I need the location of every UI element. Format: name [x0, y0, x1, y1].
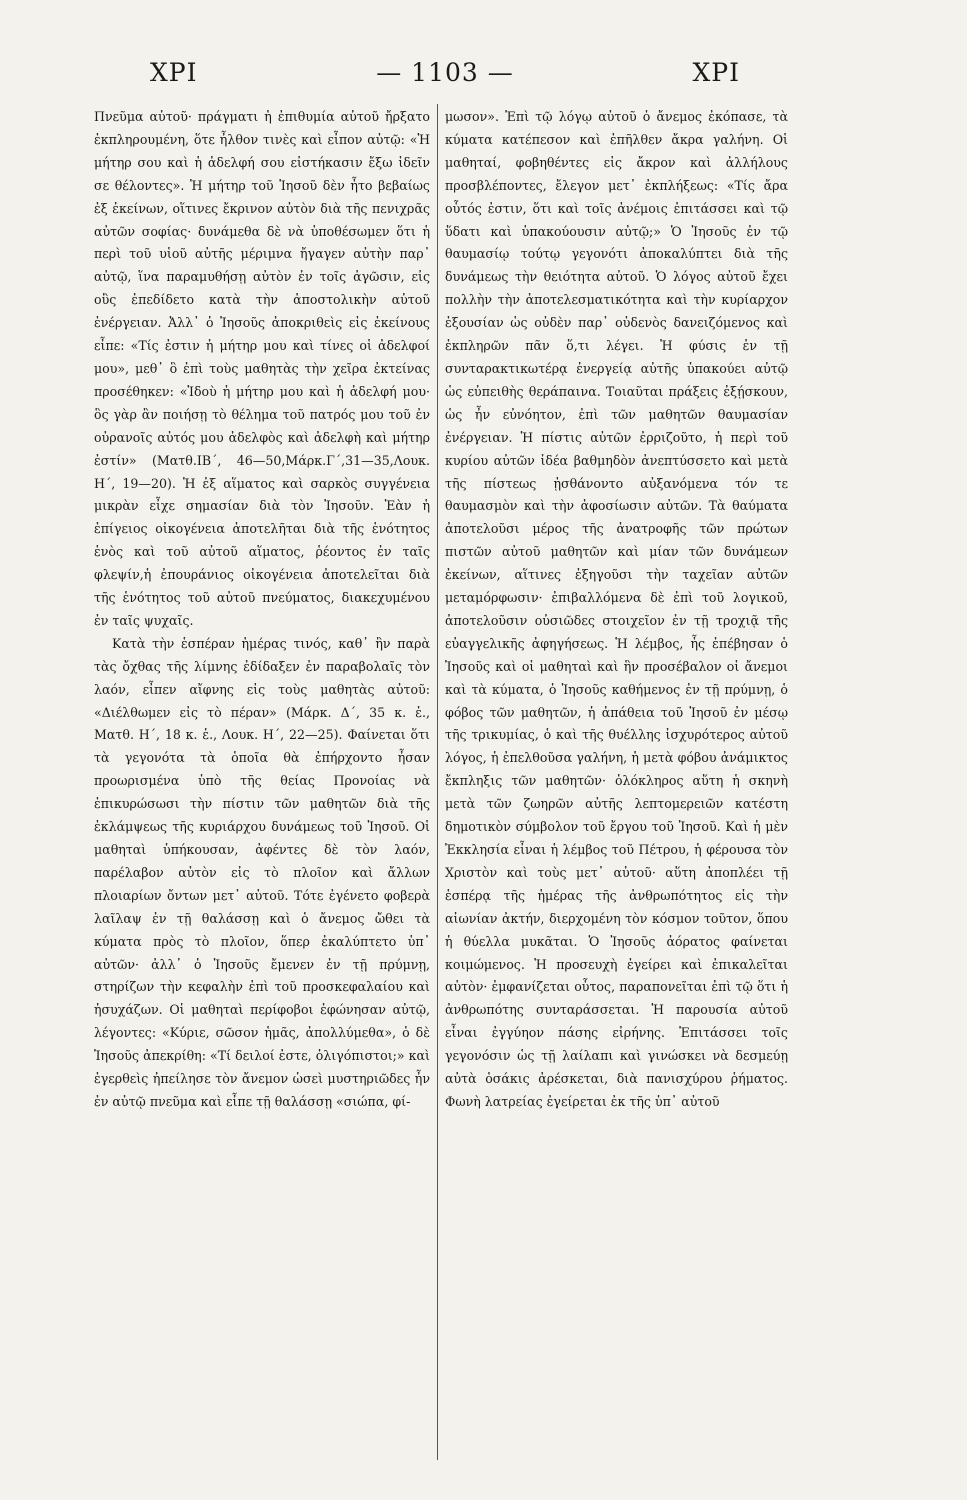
right-paragraph-1: μωσον». Ἐπὶ τῷ λόγῳ αὐτοῦ ὁ ἄνεμος ἐκόπασε, τὰ κύματα κατέπεσον καὶ ἐπῆλθεν ἄκρα γαλήνη. Οἱ μαθηταί, φοβηθέντες εἰς ἄκρον καὶ ἀλλήλους προσβλέποντες, ἔλεγον μετ᾽ ἐκπλήξεως: «Τίς ἄρα οὗτός ἐστιν, ὅτι καὶ τοῖς ἀνέμοις ἐπιτάσσει καὶ τῷ ὕδατι καὶ ὑπακούουσιν αὐτῷ;» Ὁ Ἰησοῦς ἐν τῷ θαυμασίῳ τούτῳ γεγονότι ἀποκαλύπτει διὰ τῆς δυνάμεως τὴν θειότητα αὐτοῦ. Ὁ λόγος αὐτοῦ ἔχει πολλὴν τὴν ἀποτελεσματικότητα καὶ τὴν κυρίαρχον ἐξουσίαν ὡς οὐδὲν παρ᾽ οὐδενὸς δανειζόμενος καὶ ἐκπληρῶν πᾶν ὅ,τι λέγει. Ἡ φύσις ἐν τῇ συνταρακτικωτέρᾳ ἐνεργείᾳ αὐτῆς ὑπακούει αὐτῷ ὡς εὐπειθὴς θεράπαινα. Τοιαῦται πράξεις ἐξῄσκουν, ὡς ἦν εὐνόητον, ἐπὶ τῶν μαθητῶν θαυμασίαν ἐνέργειαν. Ἡ πίστις αὐτῶν ἐρριζοῦτο, ἡ περὶ τοῦ κυρίου αὐτῶν ἰδέα βαθμηδὸν ἀνεπτύσσετο καὶ μετὰ τῆς πίστεως ᾐσθάνοντο αὐξανόμενα τόν τε θαυμασμὸν καὶ τὴν ἀφοσίωσιν αὐτῶν. Τὰ θαύματα ἀποτελοῦσι μέρος τῆς ἀνατροφῆς τῶν πρώτων πιστῶν αὐτοῦ μαθητῶν καὶ μίαν τῶν δυνάμεων ἐκείνων, αἵτινες ἐξηγοῦσι τὴν ταχεῖαν αὐτῶν μεταμόρφωσιν· ἐπιβαλλόμενα δὲ ἐπὶ τοῦ λογικοῦ, ἀποτελοῦσιν οὐσιῶδες στοιχεῖον ἐν τῇ τροχιᾷ τῆς εὐαγγελικῆς ἀφηγήσεως. Ἡ λέμβος, ἧς ἐπέβησαν ὁ Ἰησοῦς καὶ οἱ μαθηταὶ καὶ ἣν προσέβαλον οἱ ἄνεμοι καὶ τὰ κύματα, ὁ Ἰησοῦς καθήμενος ἐν τῇ πρύμνῃ, ὁ φόβος τῶν μαθητῶν, ἡ ἀπάθεια τοῦ Ἰησοῦ ἐν μέσῳ τῆς τρικυμίας, ὁ καὶ τῆς θυέλλης ἰσχυρότερος αὐτοῦ λόγος, ἡ ἐπελθοῦσα γαλήνη, ἡ μετὰ φόβου ἀνάμικτος ἔκπληξις τῶν μαθητῶν· ὁλόκληρος αὕτη ἡ σκηνὴ μετὰ τῶν ζωηρῶν αὐτῆς λεπτομερειῶν κατέστη δημοτικὸν σύμβολον τοῦ ἔργου τοῦ Ἰησοῦ. Καὶ ἡ μὲν Ἐκκλησία εἶναι ἡ λέμβος τοῦ Πέτρου, ἡ φέρουσα τὸν Χριστὸν καὶ τοὺς μετ᾽ αὐτοῦ· αὕτη ἀποπλέει τῇ ἑσπέρᾳ τῆς ἡμέρας τῆς ἀνθρωπότητος εἰς τὴν αἰωνίαν ἀκτήν, διερχομένη τὸν κόσμον τοῦτον, ὅπου ἡ θύελλα μυκᾶται. Ὁ Ἰησοῦς ἀόρατος φαίνεται κοιμώμενος. Ἡ προσευχὴ ἐγείρει καὶ ἐπικαλεῖται αὐτὸν· ἐμφανίζεται οὗτος, παραπονεῖται ἐπὶ τῷ ὅτι ἡ ἀνθρωπότης συνταράσσεται. Ἡ παρουσία αὐτοῦ εἶναι ἐγγύηον πάσης εἰρήνης. Ἐπιτάσσει τοῖς γεγονόσιν ὡς τῇ λαίλαπι καὶ γινώσκει νὰ δεσμεύῃ αὐτὰ ὁσάκις ἀρέσκεται, διὰ πανισχύρου ῥήματος. Φωνὴ λατρείας ἐγείρεται ἐκ τῆς ὑπ᾽ αὐτοῦ — [445, 109, 788, 1109]
left-column — [94, 106, 430, 1114]
running-header — [150, 52, 740, 92]
header-right-keyword: ΧΡΙ — [692, 57, 740, 87]
header-left-keyword: ΧΡΙ — [150, 57, 198, 87]
left-paragraph-2: Κατὰ τὴν ἑσπέραν ἡμέρας τινός, καθ᾽ ἣν παρὰ τὰς ὄχθας τῆς λίμνης ἐδίδαξεν ἐν παραβολαῖς τὸν λαόν, εἶπεν αἴφνης εἰς τοὺς μαθητὰς αὐτοῦ: «Διέλθωμεν εἰς τὸ πέραν» (Μάρκ. Δ΄, 35 κ. ἑ., Ματθ. Η΄, 18 κ. ἑ., Λουκ. Η΄, 22—25). Φαίνεται ὅτι τὰ γεγονότα τὰ ὁποῖα θὰ ἐπήρχοντο ἦσαν προωρισμένα ὑπὸ τῆς θείας Προνοίας νὰ ἐπικυρώσωσι τὴν πίστιν τῶν μαθητῶν διὰ τῆς ἐκλάμψεως τῆς κυριάρχου δυνάμεως τοῦ Ἰησοῦ. Οἱ μαθηταὶ ὑπήκουσαν, ἀφέντες δὲ τὸν λαόν, παρέλαβον αὐτὸν εἰς τὸ πλοῖον καὶ ἄλλων πλοιαρίων ὄντων μετ᾽ αὐτοῦ. Τότε ἐγένετο φοβερὰ λαῖλαψ ἐν τῇ θαλάσσῃ καὶ ὁ ἄνεμος ὤθει τὰ κύματα πρὸς τὸ πλοῖον, ὅπερ ἐκαλύπτετο ὑπ᾽ αὐτῶν· ἀλλ᾽ ὁ Ἰησοῦς ἔμενεν ἐν τῇ πρύμνῃ, στηρίζων τὴν κεφαλὴν ἐπὶ τοῦ προσκεφαλαίου καὶ ἡσυχάζων. Οἱ μαθηταὶ περίφοβοι ἐφώνησαν αὐτῷ, λέγοντες: «Κύριε, σῶσον ἡμᾶς, ἀπολλύμεθα», ὁ δὲ Ἰησοῦς ἀπεκρίθη: «Τί δειλοί ἐστε, ὀλιγόπιστοι;» καὶ ἐγερθεὶς ἠπείλησε τὸν ἄνεμον ὡσεὶ μυστηριῶδες ἦν ἐν αὐτῷ πνεῦμα καὶ εἶπε τῇ θαλάσσῃ «σιώπα, φί- — [94, 635, 430, 1109]
column-divider — [437, 104, 438, 1460]
left-paragraph-1: Πνεῦμα αὐτοῦ· πράγματι ἡ ἐπιθυμία αὐτοῦ ἤρξατο ἐκπληρουμένη, ὅτε ἦλθον τινὲς καὶ εἶπον αὐτῷ: «Ἡ μήτηρ σου καὶ ἡ ἀδελφή σου εἰστήκασιν ἔξω ἰδεῖν σε θέλοντες». Ἡ μήτηρ τοῦ Ἰησοῦ δὲν ἦτο βεβαίως ἐξ ἐκείνων, οἵτινες ἔκρινον αὐτὸν διὰ τῆς πενιχρᾶς αὐτῶν σοφίας· δυνάμεθα δὲ νὰ ὑποθέσωμεν ὅτι ἡ περὶ τοῦ υἱοῦ αὐτῆς μέριμνα ἤγαγεν αὐτὴν παρ᾽ αὐτῷ, ἵνα παραμυθήσῃ αὐτὸν ἐν τοῖς ἀγῶσιν, εἰς οὓς ἐπεδίδετο κατὰ τὴν ἀποστολικὴν αὐτοῦ ἐνέργειαν. Ἀλλ᾽ ὁ Ἰησοῦς ἀποκριθεὶς εἰς ἐκείνους εἶπε: «Τίς ἐστιν ἡ μήτηρ μου καὶ τίνες οἱ ἀδελφοί μου», μεθ᾽ ὃ ἐπὶ τοὺς μαθητὰς τὴν χεῖρα ἐκτείνας προσέθηκεν: «Ἰδοὺ ἡ μήτηρ μου καὶ ἡ ἀδελφή μου· ὃς γὰρ ἂν ποιήσῃ τὸ θέλημα τοῦ πατρός μου τοῦ ἐν οὐρανοῖς αὐτός μου ἀδελφὸς καὶ ἀδελφὴ καὶ μήτηρ ἐστίν» (Ματθ.ΙΒ΄, 46—50,Μάρκ.Γ΄,31—35,Λουκ. Η΄, 19—20). Ἡ ἐξ αἵματος καὶ σαρκὸς συγγένεια μικρὰν εἶχε σημασίαν διὰ τὸν Ἰησοῦν. Ἐὰν ἡ ἐπίγειος οἰκογένεια ἀποτελῆται διὰ τῆς ἑνότητος ἑνὸς καὶ τοῦ αὐτοῦ αἵματος, ῥέοντος ἐν ταῖς φλεψίν,ἡ ἐπουράνιος οἰκογένεια ἀποτελεῖται διὰ τῆς ἑνότητος τοῦ αὐτοῦ πνεύματος, διακεχυμένου ἐν ταῖς ψυχαῖς. — [94, 109, 430, 628]
page-number: — 1103 — — [376, 57, 514, 87]
right-column — [445, 106, 788, 1114]
